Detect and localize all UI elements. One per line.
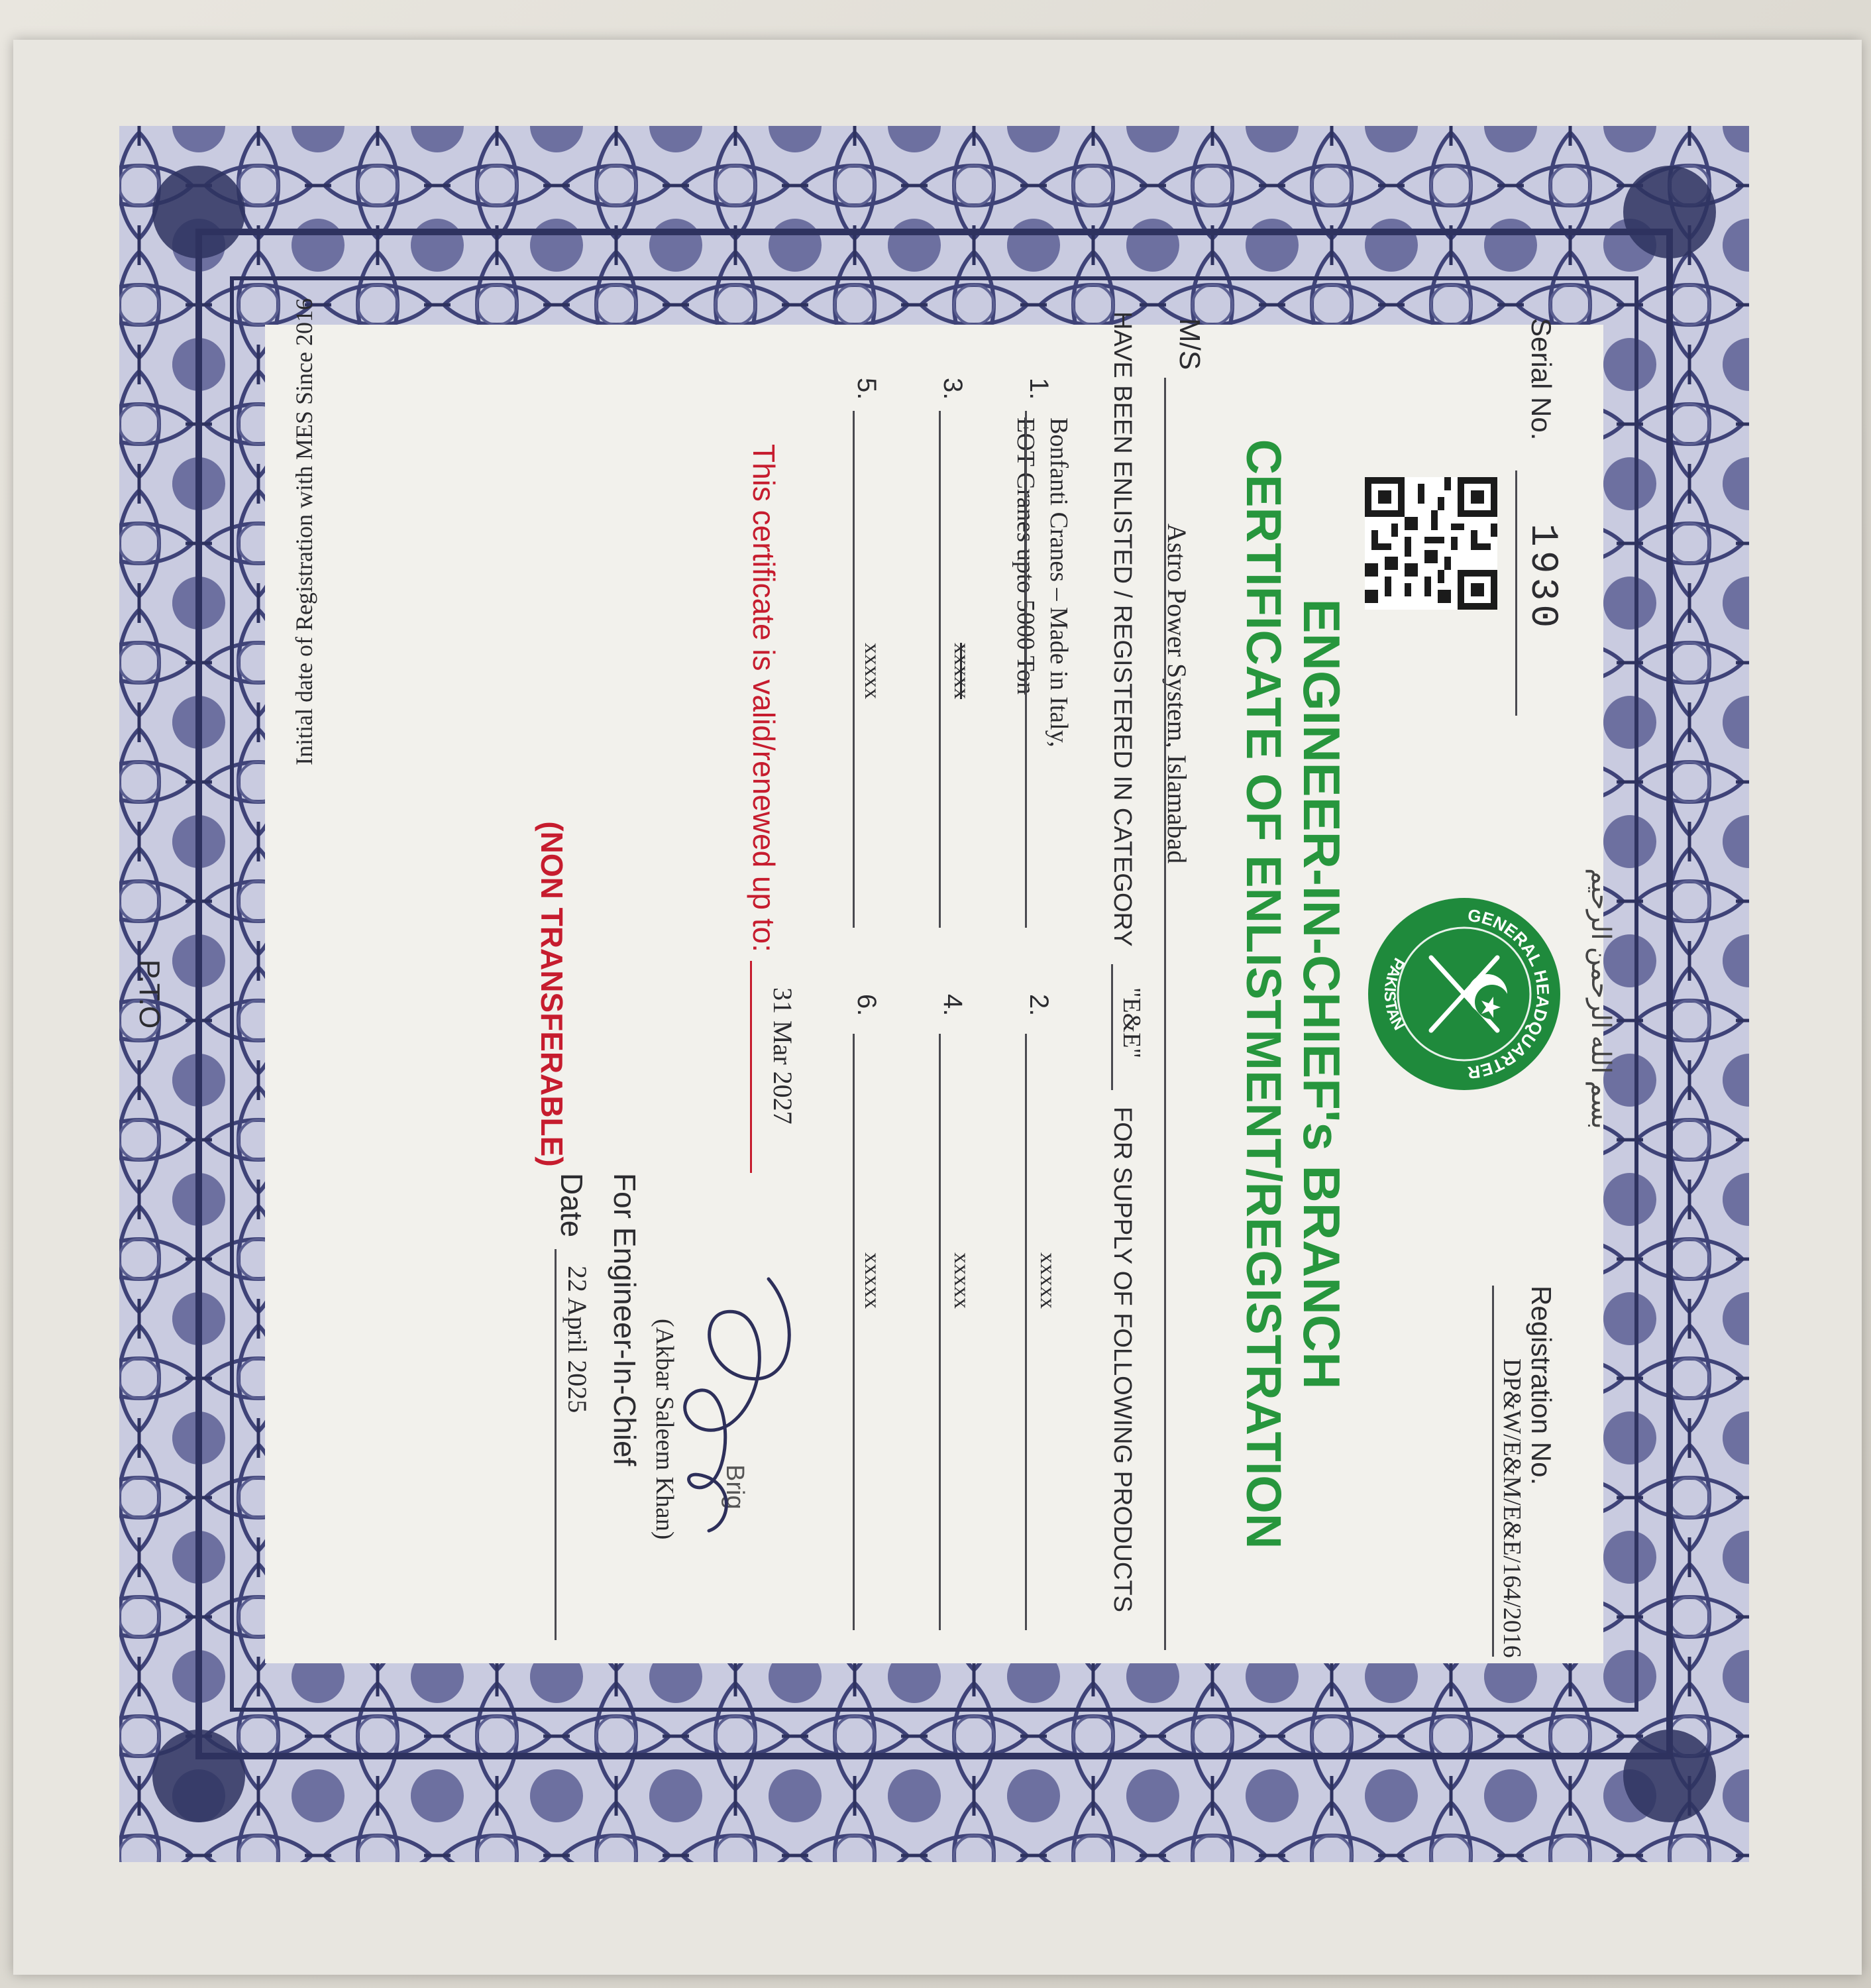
category-suffix: FOR SUPPLY OF FOLLOWING PRODUCTS: [1108, 1107, 1136, 1612]
product-1-line2: EOT Cranes upto 5000 Ton: [1012, 417, 1040, 695]
product-5-underline: [853, 411, 855, 928]
gHQ-seal-emblem: [1365, 895, 1564, 1093]
category-underline: [1111, 964, 1113, 1090]
certificate-body: [265, 298, 1616, 1663]
registration-value: DP&W/E&M/E&E/164/2016: [1498, 1358, 1526, 1658]
product-5-num: 5.: [852, 378, 881, 400]
seal-text-bottom: PAKISTAN: [1380, 954, 1409, 1034]
product-6-underline: [853, 1034, 855, 1630]
product-1-line1: Bonfanti Cranes – Made in Italy,: [1045, 417, 1073, 747]
bismillah-text: بسم الله الرحمن الرحیم: [1586, 868, 1616, 1129]
validity-date: 31 Mar 2027: [768, 987, 798, 1125]
registration-underline: [1492, 1286, 1494, 1657]
product-2-value: xxxxx: [1036, 1252, 1060, 1309]
title-line-2: CERTIFICATE OF ENLISTMENT/REGISTRATION: [1236, 439, 1291, 1549]
validity-underline: [750, 961, 752, 1173]
product-4-num: 4.: [938, 994, 967, 1017]
product-2-underline: [1025, 1034, 1027, 1630]
serial-label: Serial No.: [1526, 318, 1557, 441]
qr-code: [1365, 477, 1497, 610]
signatory-for-label: For Engineer-In-Chief: [608, 1173, 642, 1466]
non-transferable-note: (NON TRANSFERABLE): [535, 821, 569, 1167]
product-4-underline: [939, 1034, 941, 1630]
product-2-num: 2.: [1024, 994, 1053, 1017]
product-6-value: xxxxx: [860, 1252, 884, 1309]
firm-underline: [1164, 378, 1166, 1650]
product-4-value: xxxxx: [949, 1252, 974, 1309]
category-value: "E&E": [1118, 987, 1146, 1059]
validity-label: This certificate is valid/renewed up to:: [747, 444, 781, 953]
product-5-value: xxxxx: [860, 643, 884, 699]
signatory-rank: Brig: [721, 1464, 749, 1510]
product-6-num: 6.: [852, 994, 881, 1017]
date-value: 22 April 2025: [562, 1266, 592, 1413]
date-label: Date: [555, 1173, 589, 1238]
registration-label: Registration No.: [1526, 1286, 1557, 1486]
product-1-underline: [1025, 411, 1027, 928]
certificate: [119, 126, 1749, 1862]
product-3-num: 3.: [938, 378, 967, 400]
firm-prefix: M/S: [1173, 318, 1206, 370]
product-3-underline: [939, 411, 941, 928]
seal-text-top: GENERAL HEADQUARTER: [1466, 905, 1554, 1083]
serial-value: 1930: [1521, 524, 1564, 632]
pto-footer: P.T.O: [133, 959, 166, 1029]
serial-underline: [1515, 470, 1517, 716]
product-3-value: xxxxx: [949, 643, 974, 699]
title-line-1: ENGINEER-IN-CHIEF's BRANCH: [1293, 598, 1351, 1390]
category-prefix: HAVE BEEN ENLISTED / REGISTERED IN CATEGORY: [1108, 311, 1136, 947]
initial-registration-date: Initial date of Registration with MES Since 2016: [291, 298, 317, 765]
product-1-num: 1.: [1024, 378, 1053, 400]
firm-name: Astro Power System, Islamabad: [1162, 524, 1192, 864]
signatory-name: (Akbar Saleem Khan): [651, 1319, 678, 1540]
